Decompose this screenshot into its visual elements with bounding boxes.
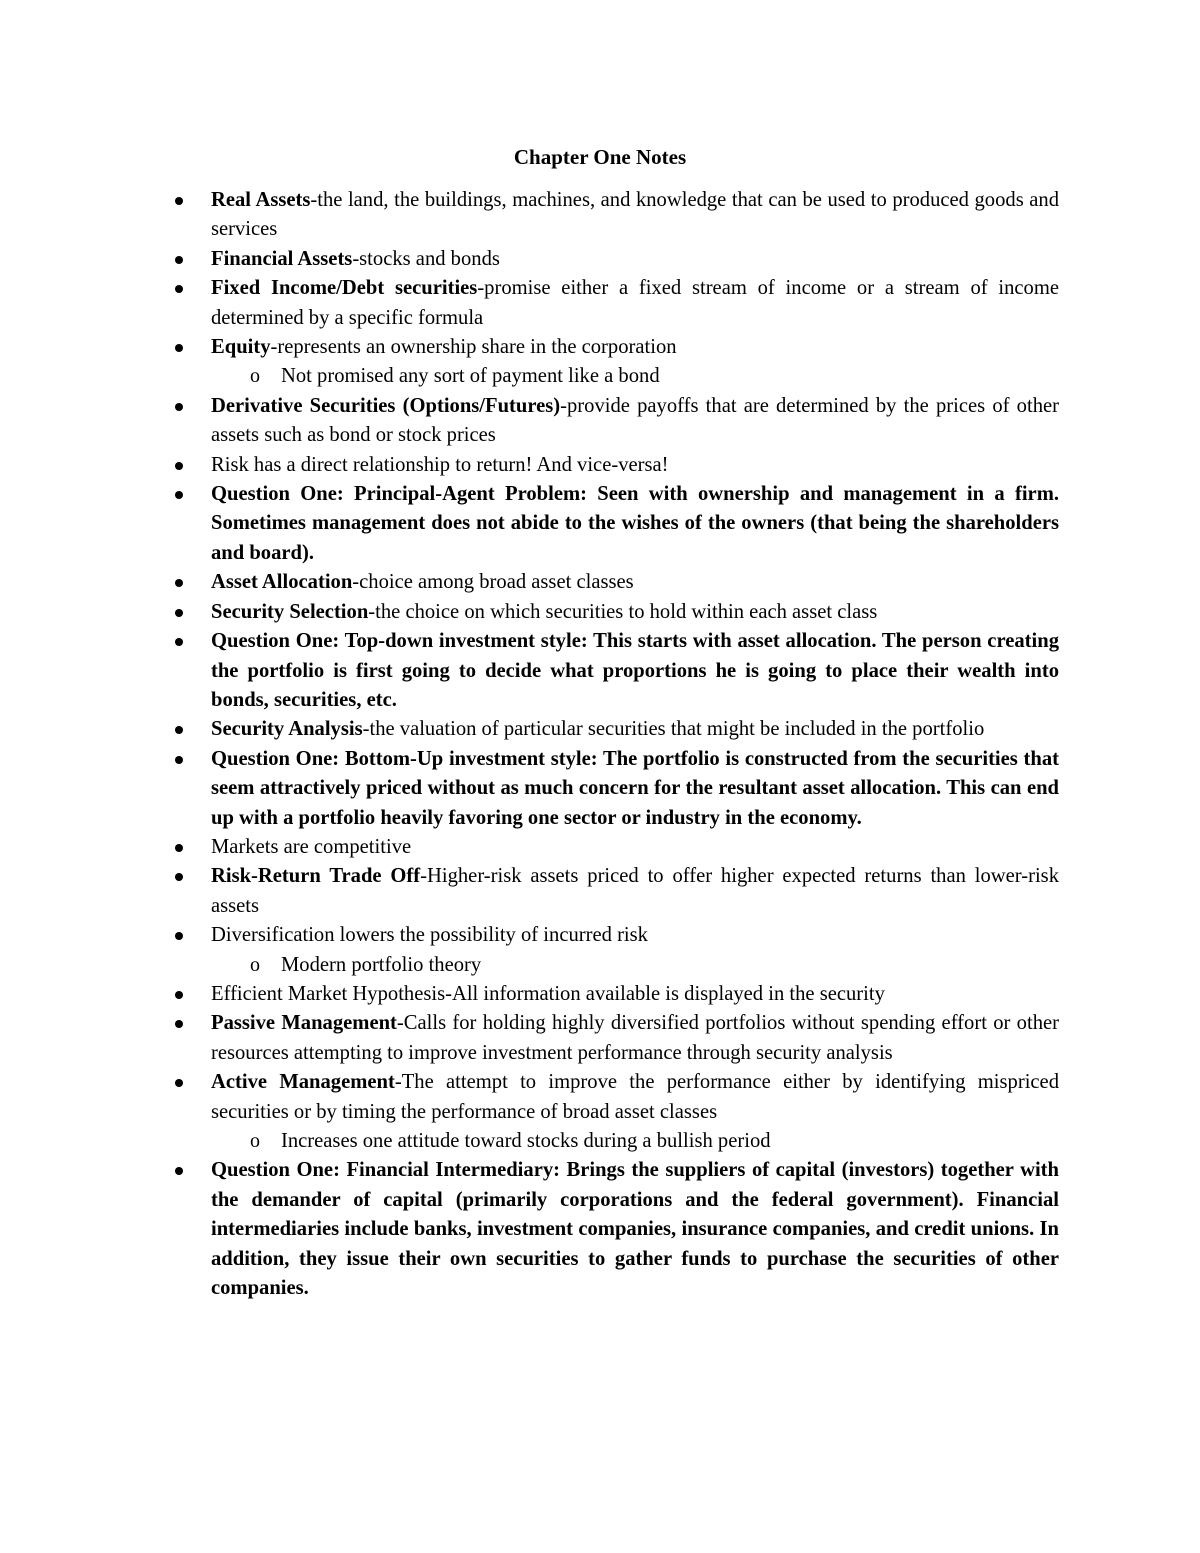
list-item <box>211 392 1059 451</box>
definition-text: Risk has a direct relationship to return! And vice-versa! <box>211 453 669 476</box>
term-label: Risk-Return Trade Off <box>211 865 421 888</box>
term-label: Derivative Securities (Options/Futures) <box>211 394 561 417</box>
bullet-icon <box>175 403 183 411</box>
question-text: Question One: Financial Intermediary: Brings the suppliers of capital (investors) together with the demander of capital (primarily corporations and the federal government). Financial intermediaries include banks, investment companies, insurance companies, and credit unions. In addition, they issue their own securities to gather funds to purchase the securities of other companies. <box>211 1159 1059 1300</box>
definition-text: -Calls for holding highly diversified portfolios without spending effort or other resources attempting to improve investment performance through security analysis <box>211 1012 1059 1064</box>
sub-item-text: Increases one attitude toward stocks during a bullish period <box>281 1130 771 1152</box>
definition-text: Markets are competitive <box>211 835 412 858</box>
list-item <box>211 333 1059 362</box>
bullet-icon <box>175 932 183 940</box>
list-item <box>211 715 1059 744</box>
sub-item-text: Not promised any sort of payment like a bond <box>281 365 660 388</box>
list-item <box>211 598 1059 627</box>
definition-text: -choice among broad asset classes <box>352 571 634 594</box>
sub-bullet-icon: o <box>250 953 260 976</box>
definition-text: Efficient Market Hypothesis-All information available is displayed in the security <box>211 982 885 1005</box>
page-title: Chapter One Notes <box>513 145 687 169</box>
bullet-icon <box>175 1020 183 1028</box>
question-text: Question One: Top-down investment style: This starts with asset allocation. The person creating the portfolio is first going to decide what proportions he is going to place their wealth into bonds, securities, etc. <box>211 630 1059 711</box>
question-list-item <box>211 627 1059 715</box>
definition-text: -the land, the buildings, machines, and knowledge that can be used to produced goods and services <box>211 189 1059 241</box>
term-label: Real Assets <box>211 189 311 211</box>
list-item <box>211 451 1059 480</box>
list-item <box>211 186 1059 245</box>
bullet-icon <box>175 285 183 293</box>
sub-list-item <box>250 1127 1059 1156</box>
list-item <box>211 245 1059 274</box>
sub-list-item <box>250 951 1059 980</box>
bullet-icon <box>175 579 183 587</box>
list-item <box>211 1009 1059 1068</box>
bullet-icon <box>175 1167 183 1175</box>
sub-bullet-icon: o <box>250 1130 260 1152</box>
definition-text: -the valuation of particular securities that might be included in the portfolio <box>362 718 985 741</box>
question-text: Question One: Principal-Agent Problem: Seen with ownership and management in a firm. Sometimes management does not abide to the wishes of the owners (that being the shareholders and board). <box>211 483 1059 564</box>
question-list-item <box>211 1156 1059 1303</box>
term-label: Equity <box>211 336 271 359</box>
list-item <box>211 833 1059 862</box>
term-label: Fixed Income/Debt securities <box>211 277 478 300</box>
bullet-icon <box>175 344 183 352</box>
notes-list <box>211 186 1059 1303</box>
bullet-icon <box>175 844 183 852</box>
bullet-icon <box>175 756 183 764</box>
definition-text: -provide payoffs that are determined by the prices of other assets such as bond or stock prices <box>211 394 1059 447</box>
sub-bullet-icon: o <box>250 365 260 388</box>
bullet-icon <box>175 638 183 646</box>
list-item <box>211 274 1059 333</box>
list-item <box>211 1068 1059 1127</box>
list-item <box>211 568 1059 597</box>
bullet-icon <box>175 256 183 264</box>
list-item <box>211 980 1059 1009</box>
term-label: Financial Assets <box>211 247 353 270</box>
definition-text: -promise either a fixed stream of income or a stream of income determined by a specific formula <box>211 277 1059 329</box>
definition-text: -represents an ownership share in the corporation <box>270 336 677 359</box>
term-label: Security Analysis <box>211 718 363 741</box>
question-text: Question One: Bottom-Up investment style: The portfolio is constructed from the securities that seem attractively priced without as much concern for the resultant asset allocation. This can end up with a portfolio heavily favoring one sector or industry in the economy. <box>211 747 1059 829</box>
bullet-icon <box>175 491 183 499</box>
term-label: Passive Management <box>211 1012 397 1035</box>
bullet-icon <box>175 609 183 617</box>
definition-text: -The attempt to improve the performance either by identifying mispriced securities or by timing the performance of broad asset classes <box>211 1071 1059 1123</box>
definition-text: -the choice on which securities to hold within each asset class <box>368 600 878 623</box>
sub-list-item <box>250 362 1059 391</box>
bullet-icon <box>175 991 183 999</box>
bullet-icon <box>175 873 183 881</box>
bullet-icon <box>175 462 183 470</box>
list-item <box>211 921 1059 950</box>
question-list-item <box>211 480 1059 568</box>
bullet-icon <box>175 1079 183 1087</box>
bullet-icon <box>175 726 183 734</box>
list-item <box>211 862 1059 921</box>
question-list-item <box>211 745 1059 833</box>
term-label: Active Management <box>211 1071 395 1094</box>
bullet-icon <box>175 197 183 205</box>
term-label: Security Selection <box>211 600 369 623</box>
term-label: Asset Allocation <box>211 571 353 594</box>
definition-text: -Higher-risk assets priced to offer higher expected returns than lower-risk assets <box>211 865 1059 917</box>
sub-item-text: Modern portfolio theory <box>281 953 482 976</box>
definition-text: -stocks and bonds <box>352 247 500 270</box>
definition-text: Diversification lowers the possibility of incurred risk <box>211 924 648 947</box>
